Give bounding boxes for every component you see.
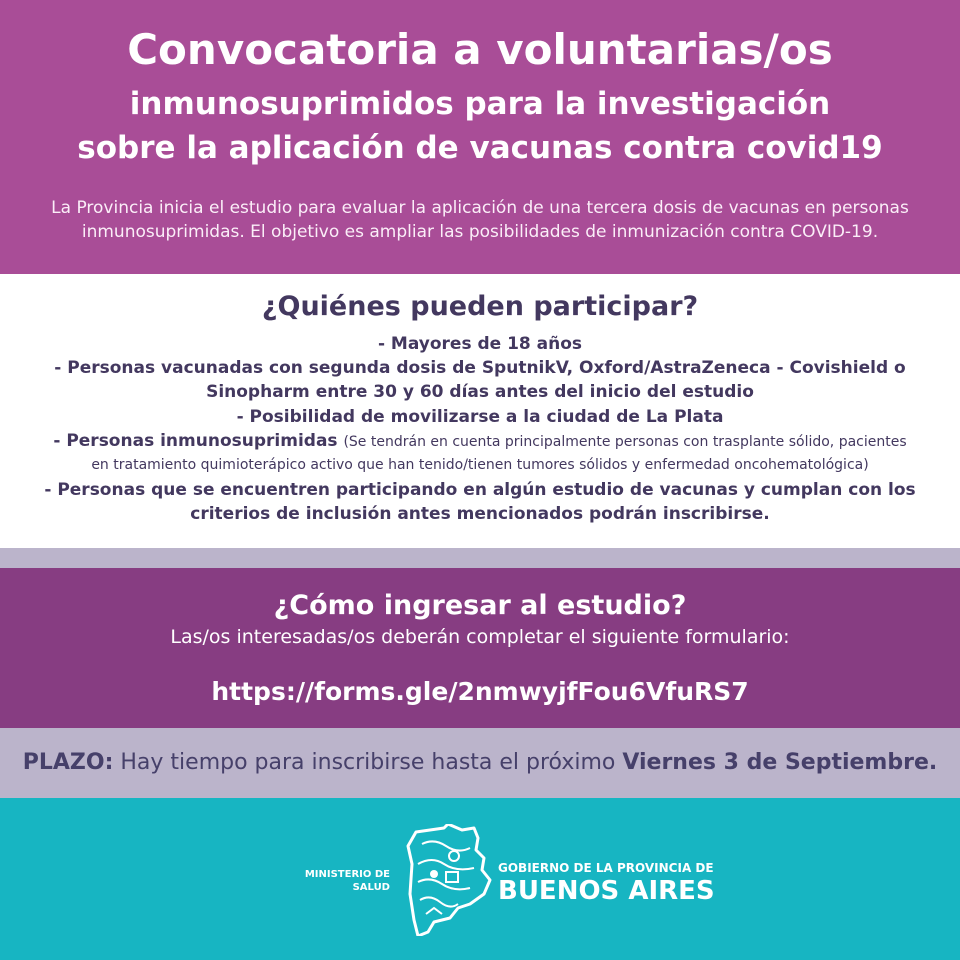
eligibility-heading: ¿Quiénes pueden participar? (261, 291, 699, 322)
page-title-line-3: sobre la aplicación de vacunas contra covid19 (77, 130, 883, 166)
requirement-immunosuppressed (20, 429, 940, 454)
ministry-line-1: MINISTERIO DE (304, 869, 390, 880)
footer-logos (0, 798, 960, 960)
government-line-2: BUENOS AIRES (498, 876, 715, 906)
requirement-age: - Mayores de 18 años (377, 334, 583, 354)
page-title-line-2: inmunosuprimidos para la investigación (129, 86, 831, 122)
eligibility-section (0, 274, 960, 548)
form-link[interactable]: https://forms.gle/2nmwyjfFou6VfuRS7 (211, 677, 749, 706)
deadline-label: PLAZO: (22, 750, 114, 775)
intro-text: La Provincia inicia el estudio para evaluar la aplicación de una tercera dosis de vacunas en personas inmunosuprimidas. El objetivo es ampliar las posibilidades de inmunización contra COVID-19. (51, 198, 909, 242)
howto-text: Las/os interesadas/os deberán completar el siguiente formulario: (170, 626, 790, 648)
requirement-immunosuppressed-note-cont: en tratamiento quimioterápico activo que han tenido/tienen tumores sólidos y enfermedad oncohematológica) (91, 457, 869, 473)
deadline-line (0, 745, 960, 781)
ministry-logo-text (290, 868, 390, 894)
divider-stripe (0, 548, 960, 568)
howto-heading: ¿Cómo ingresar al estudio? (273, 590, 687, 621)
requirement-other-study: - Personas que se encuentren participando en algún estudio de vacunas y cumplan con los criterios de inclusión antes mencionados podrán inscribirse. (44, 480, 916, 524)
requirement-immunosuppressed-note: (Se tendrán en cuenta principalmente personas con trasplante sólido, pacientes (343, 434, 907, 450)
province-map-icon (404, 824, 494, 936)
ministry-line-2: SALUD (352, 882, 390, 893)
requirement-immunosuppressed-label: - Personas inmunosuprimidas (53, 431, 338, 451)
howto-section (0, 568, 960, 728)
requirement-travel: - Posibilidad de movilizarse a la ciudad de La Plata (236, 407, 724, 427)
page-title: Convocatoria a voluntarias/os (127, 25, 833, 74)
deadline-section (0, 728, 960, 798)
deadline-date: Viernes 3 de Septiembre. (622, 750, 938, 775)
header-banner (0, 0, 960, 274)
government-line-1: GOBIERNO DE LA PROVINCIA DE (498, 861, 714, 875)
requirement-vaccine: - Personas vacunadas con segunda dosis de SputnikV, Oxford/AstraZeneca - Covishield o Sinopharm entre 30 y 60 días antes del inicio del estudio (54, 358, 906, 402)
deadline-text: Hay tiempo para inscribirse hasta el próximo (120, 750, 616, 775)
